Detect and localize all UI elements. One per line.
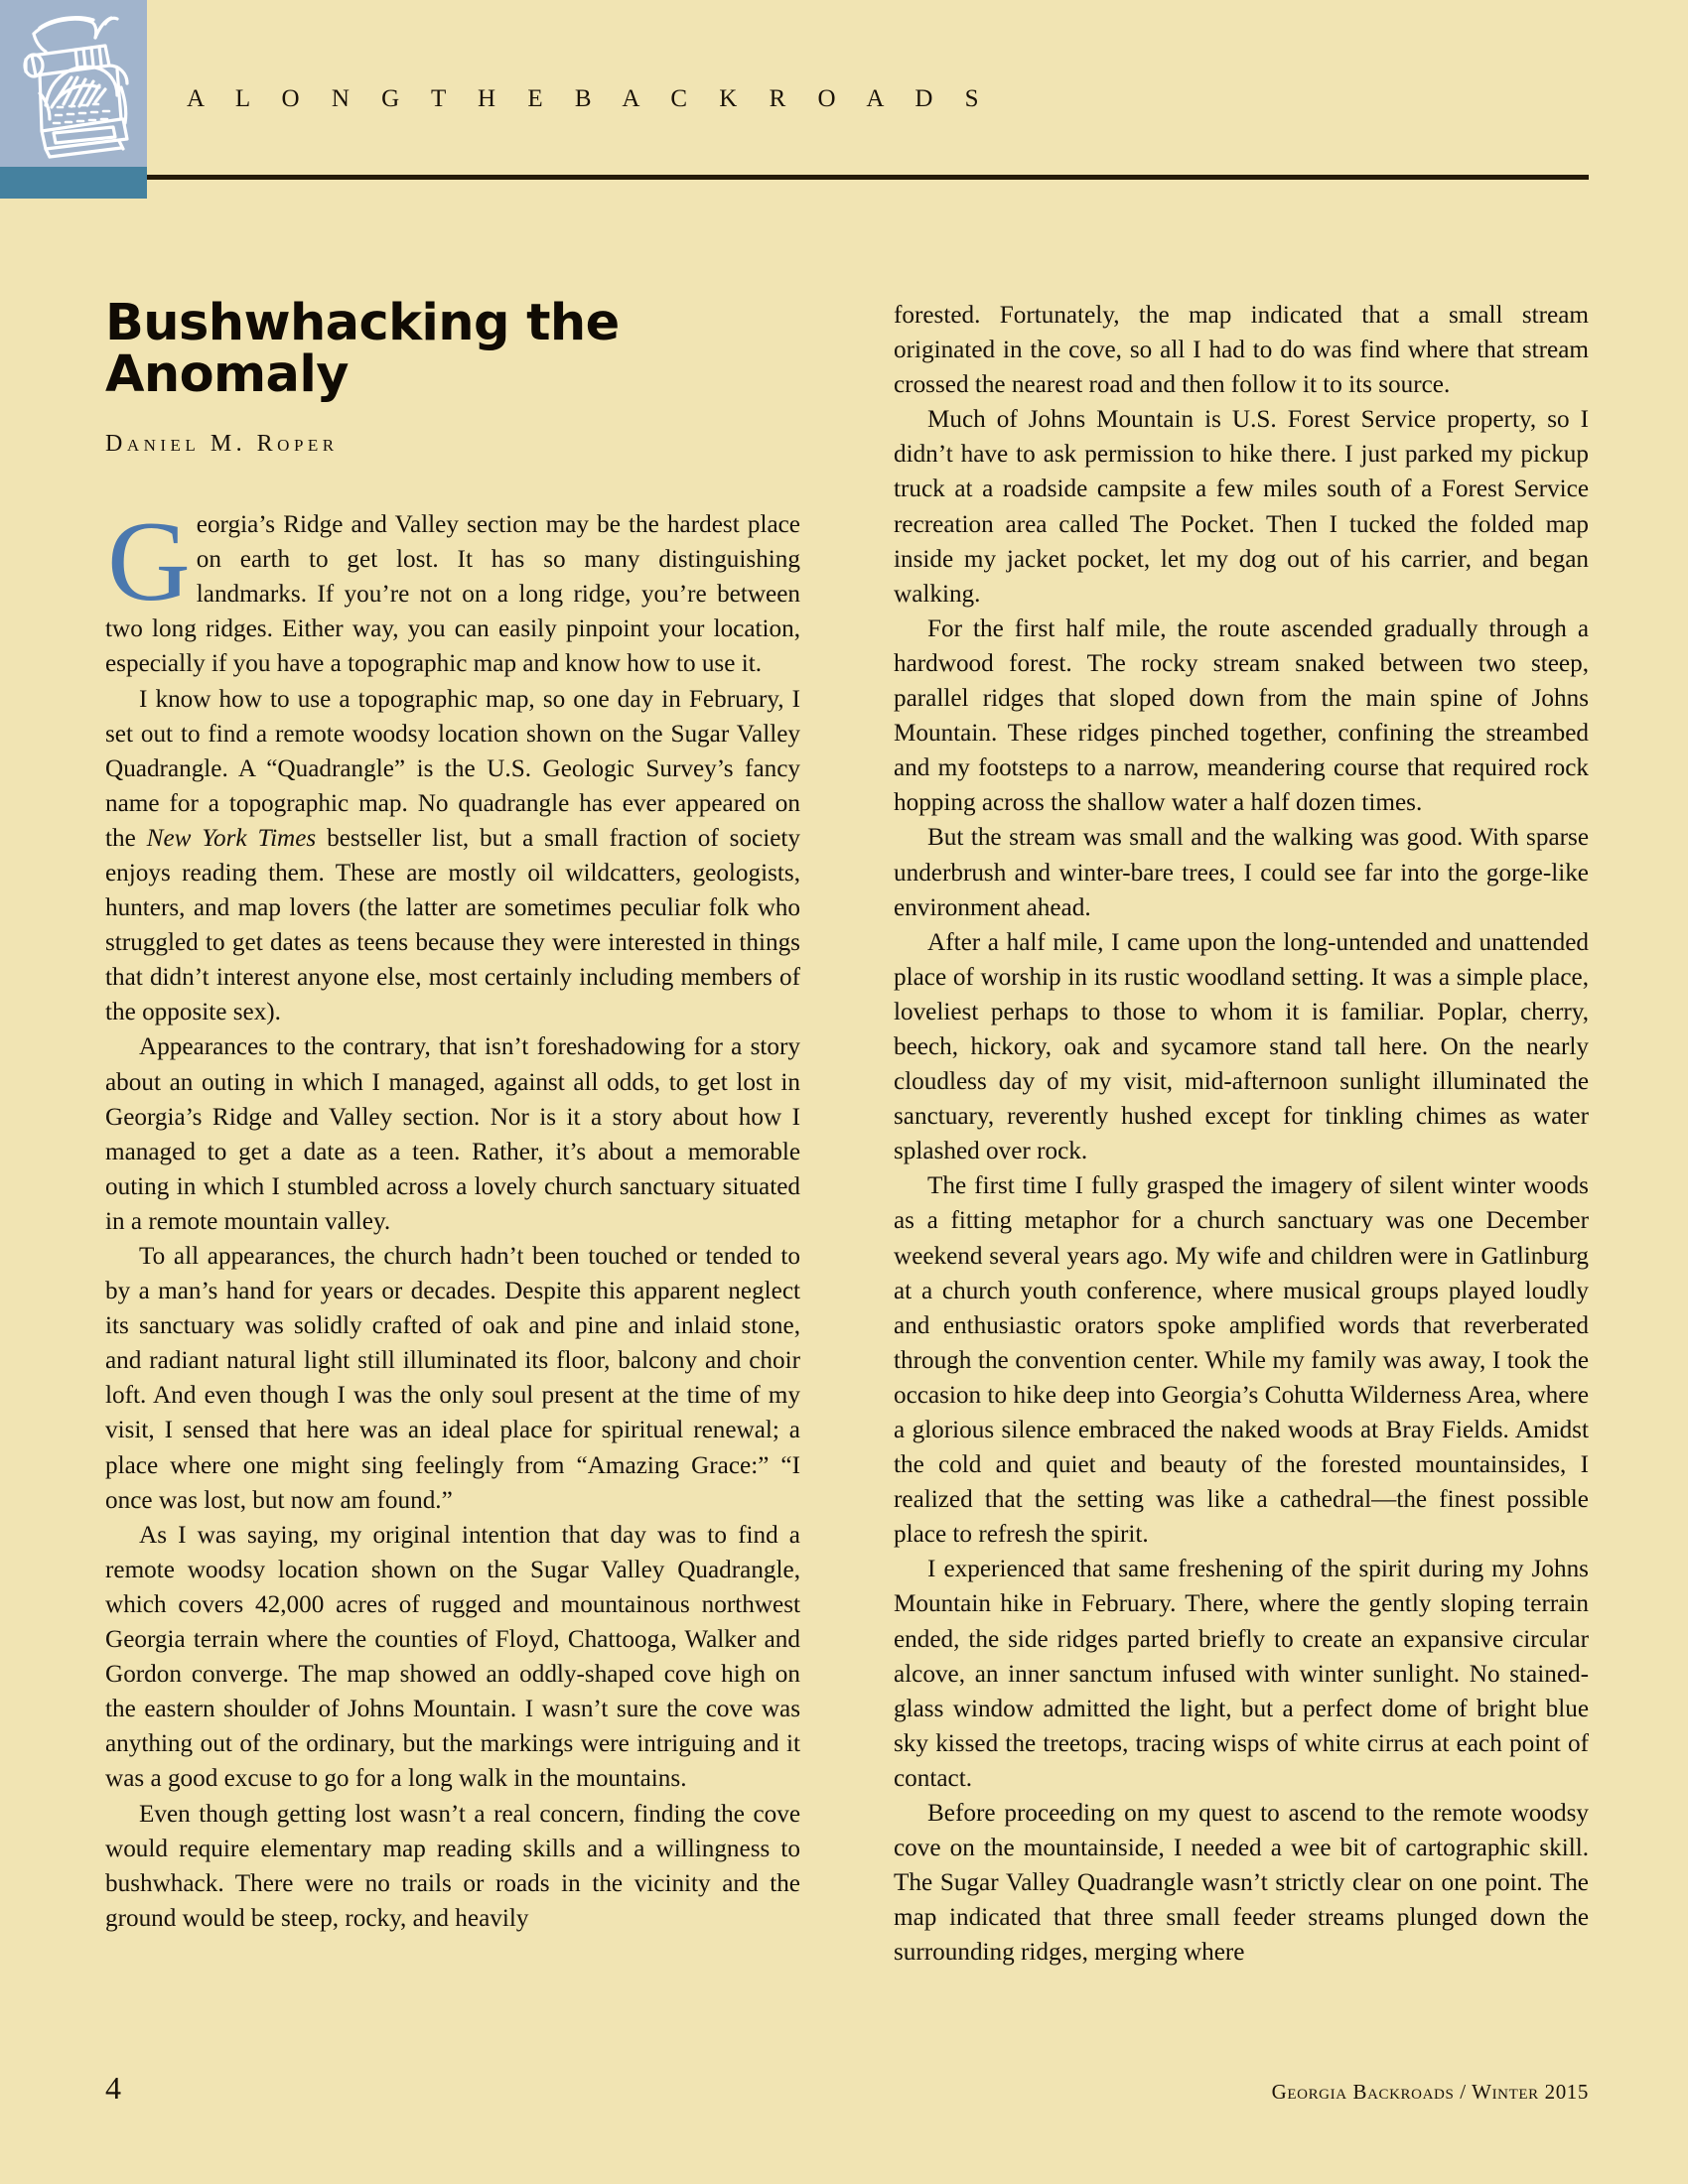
lead-paragraph [105,498,800,681]
page-title: Bushwhacking the Anomaly [105,294,620,405]
paragraph: Appearances to the contrary, that isn’t foreshadowing for a story about an outing in which I managed, against all odds, to get lost in Georgia’s Ridge and Valley section. Nor is it a story about how I managed to get a date as a teen. Rather, it’s about a memorable outing in which I stumbled across a lovely church sanctuary situated in a remote mountain valley. [105,1033,800,1235]
paragraph: As I was saying, my original intention that day was to find a remote woodsy location shown on the Sugar Valley Quadrangle, which covers 42,000 acres of rugged and mountainous northwest Georgia terrain where the counties of Floyd, Chattooga, Walker and Gordon converge. The map showed an oddly-shaped cove high on the eastern shoulder of Johns Mountain. I wasn’t sure the cove was anything out of the ordinary, but the markings were intriguing and it was a good excuse to go for a long walk in the mountains. [105,1521,800,1793]
masthead [0,0,1688,208]
folio-line: Georgia Backroads / Winter 2015 [1271,2080,1589,2104]
paragraph: Even though getting lost wasn’t a real concern, finding the cove would require elementary map reading skills and a willingness to bushwhack. There were no trails or roads in the vicinity and the ground would be steep, rocky, and heavily [105,1800,800,1932]
paragraph: But the stream was small and the walking was good. With sparse underbrush and winter-bare trees, I could see far into the gorge-like environment ahead. [894,824,1589,921]
left-column-text [105,498,800,1936]
magazine-logo-block [0,0,147,199]
page-number: 4 [105,2070,121,2106]
cited-publication-title: New York Times [146,824,317,852]
masthead-rule [147,175,1589,180]
paragraph: I experienced that same freshening of the spirit during my Johns Mountain hike in February. There, where the gently sloping terrain ended, the side ridges parted briefly to create an expansive circular alcove, an inner sanctum infused with winter sunlight. No stained-glass window admitted the light, but a perfect dome of bright blue sky kissed the treetops, tracing wisps of white cirrus at each point of contact. [894,1556,1589,1792]
paragraph-text-a: I know how to use a topographic map, so one day in February, I set out to find a remote woodsy location shown on the Sugar Valley Quadrangle. A “Quadrangle” is the U.S. Geologic Survey’s fancy name for a topographic map. No quadrangle has ever appeared on the [105,685,800,852]
paragraph: After a half mile, I came upon the long-untended and unattended place of worship in its rustic woodland setting. It was a simple place, loveliest perhaps to those to whom it is familiar. Poplar, cherry, beech, hickory, oak and sycamore stand tall here. On the nearly cloudless day of my visit, mid-afternoon sunlight illuminated the sanctuary, reverently hushed except for tinkling chimes as water splashed over rock. [894,928,1589,1165]
lead-paragraph-text: eorgia’s Ridge and Valley section may be the hardest place on earth to get lost. It has so many distinguishing landmarks. If you’re not on a long ridge, you’re between two long ridges. Either way, you can easily pinpoint your location, especially if you have a topographic map and know how to use it. [105,511,800,678]
paragraph [105,682,800,1030]
section-kicker: A L O N G T H E B A C K R O A D S [187,85,992,112]
paragraph: For the first half mile, the route ascended gradually through a hardwood forest. The rocky stream snaked between two steep, parallel ridges that sloped down from the main spine of Johns Mountain. These ridges pinched together, confining the streambed and my footsteps to a narrow, meandering course that required rock hopping across the shallow water a half dozen times. [894,614,1589,817]
typewriter-icon [10,8,139,169]
page-footer [105,2070,1589,2119]
article-body [105,294,1589,2025]
paragraph: Much of Johns Mountain is U.S. Forest Service property, so I didn’t have to ask permission to hike there. I just parked my pickup truck at a roadside campsite a few miles south of a Forest Service recreation area called The Pocket. Then I tucked the folded map inside my jacket pocket, let my dog out of his carrier, and began walking. [894,406,1589,608]
byline: Daniel M. Roper [105,431,339,458]
logo-panel-band [0,167,147,199]
paragraph: The first time I fully grasped the imagery of silent winter woods as a fitting metaphor for a church sanctuary was one December weekend several years ago. My wife and children were in Gatlinburg at a church youth conference, where musical groups played loudly and enthusiastic orators spoke amplified words that reverberated through the convention center. While my family was away, I took the occasion to hike deep into Georgia’s Cohutta Wilderness Area, where a glorious silence embraced the naked woods at Bray Fields. Amidst the cold and quiet and beauty of the forested mountainsides, I realized that the setting was like a cathedral—the finest possible place to refresh the spirit. [894,1172,1589,1549]
paragraph-text-b: bestseller list, but a small fraction of society enjoys reading them. These are mostly oil wildcatters, geologists, hunters, and map lovers (the latter are sometimes peculiar folk who struggled to get dates as teens because they were interested in things that didn’t interest anyone else, most certainly including members of the opposite sex). [105,824,800,1026]
paragraph: To all appearances, the church hadn’t been touched or tended to by a man’s hand for years or decades. Despite this apparent neglect its sanctuary was solidly crafted of oak and pine and inlaid stone, and radiant natural light still illuminated its floor, balcony and choir loft. And even though I was the only soul present at the time of my visit, I sensed that here was an ideal place for spiritual renewal; a place where one might sing feelingly from “Amazing Grace:” “I once was lost, but now am found.” [105,1243,800,1514]
column-right [894,298,1589,1971]
paragraph: forested. Fortunately, the map indicated that a small stream originated in the cove, so all I had to do was find where that stream crossed the nearest road and then follow it to its source. [894,302,1589,399]
column-left [105,294,800,1936]
right-column-text [894,298,1589,1971]
drop-cap: G [107,498,191,626]
paragraph: Before proceeding on my quest to ascend to the remote woodsy cove on the mountainside, I needed a wee bit of cartographic skill. The Sugar Valley Quadrangle wasn’t strictly clear on one point. The map indicated that three small feeder streams plunged down the surrounding ridges, merging where [894,1800,1589,1967]
